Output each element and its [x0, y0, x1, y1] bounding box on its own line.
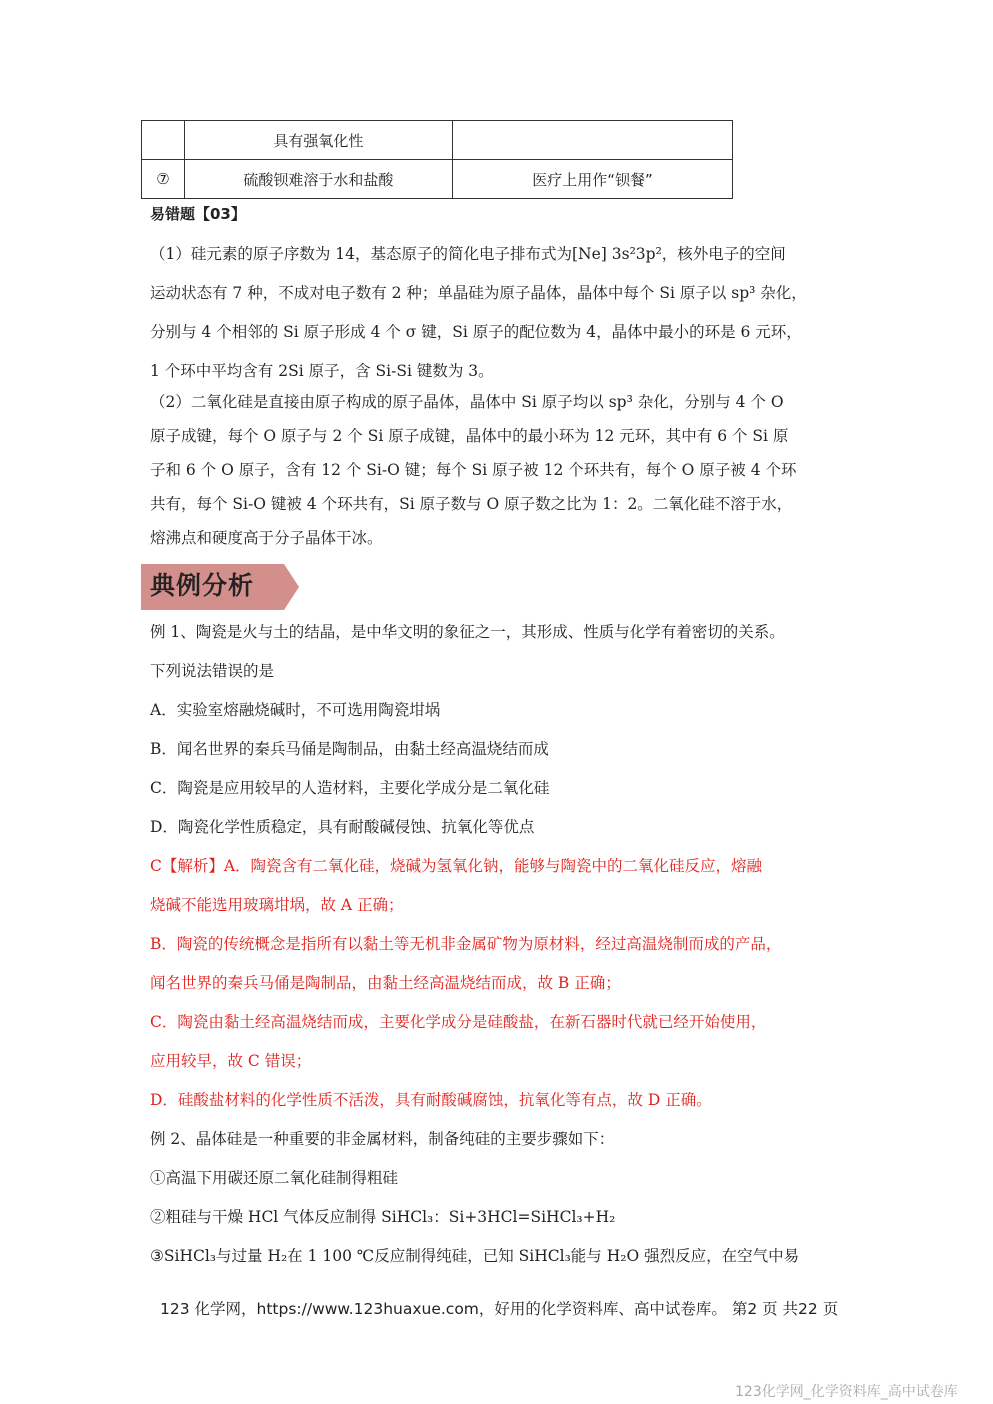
analysis-b-line2: 闻名世界的秦兵马俑是陶制品，由黏土经高温烧结而成，故 B 正确； — [150, 974, 621, 992]
row-number: ⑦ — [142, 160, 185, 199]
ex1-option-d: D．陶瓷化学性质稳定，具有耐酸碱侵蚀、抗氧化等优点 — [150, 818, 535, 836]
point1-line2: 运动状态有 7 种，不成对电子数有 2 种；单晶硅为原子晶体，晶体中每个 Si 原子以 sp³ 杂化， — [150, 284, 807, 302]
point1-line4: 1 个环中平均含有 2Si 原子，含 Si-Si 键数为 3。 — [150, 362, 494, 380]
point2-line4: 共有，每个 Si-O 键被 4 个环共有，Si 原子数与 O 原子数之比为 1：2。二氧化硅不溶于水， — [150, 495, 793, 513]
analysis-a-line1: C【解析】A．陶瓷含有二氧化硅，烧碱为氢氧化钠，能够与陶瓷中的二氧化硅反应，熔融 — [150, 857, 763, 875]
ex1-stem-line2: 下列说法错误的是 — [150, 662, 275, 680]
properties-table — [141, 120, 733, 199]
page-footer: 123 化学网，https://www.123huaxue.com，好用的化学资料库、高中试卷库。 第2 页 共22 页 — [160, 1300, 839, 1318]
ex2-step2: ②粗硅与干燥 HCl 气体反应制得 SiHCl₃：Si+3HCl=SiHCl₃+H₂ — [150, 1208, 616, 1226]
use-cell — [452, 121, 732, 160]
analysis-c-line2: 应用较早，故 C 错误； — [150, 1052, 312, 1070]
use-cell: 医疗上用作“钡餐” — [452, 160, 732, 199]
ex1-stem-line1: 例 1、陶瓷是火与土的结晶，是中华文明的象征之一，其形成、性质与化学有着密切的关系。 — [150, 623, 785, 641]
analysis-b-line1: B．陶瓷的传统概念是指所有以黏土等无机非金属矿物为原材料，经过高温烧制而成的产品， — [150, 935, 782, 953]
analysis-d-line1: D．硅酸盐材料的化学性质不活泼，具有耐酸碱腐蚀，抗氧化等有点，故 D 正确。 — [150, 1091, 712, 1109]
point2-line5: 熔沸点和硬度高于分子晶体干冰。 — [150, 529, 383, 547]
ex2-stem: 例 2、晶体硅是一种重要的非金属材料，制备纯硅的主要步骤如下： — [150, 1130, 615, 1148]
analysis-c-line1: C．陶瓷由黏土经高温烧结而成，主要化学成分是硅酸盐，在新石器时代就已经开始使用， — [150, 1013, 767, 1031]
point1-line1: （1）硅元素的原子序数为 14，基态原子的简化电子排布式为[Ne] 3s²3p²，核外电子的空间 — [150, 245, 786, 263]
point2-line1: （2）二氧化硅是直接由原子构成的原子晶体，晶体中 Si 原子均以 sp³ 杂化，分别与 4 个 O — [150, 393, 784, 411]
property-cell: 硫酸钡难溶于水和盐酸 — [184, 160, 452, 199]
ex1-option-c: C．陶瓷是应用较早的人造材料，主要化学成分是二氧化硅 — [150, 779, 550, 797]
ex2-step1: ①高温下用碳还原二氧化硅制得粗硅 — [150, 1169, 399, 1187]
table-row — [142, 160, 733, 199]
ex2-step3: ③SiHCl₃与过量 H₂在 1 100 ℃反应制得纯硅，已知 SiHCl₃能与 H₂O 强烈反应，在空气中易 — [150, 1247, 800, 1265]
analysis-a-line2: 烧碱不能选用玻璃坩埚，故 A 正确； — [150, 896, 404, 914]
point2-line2: 原子成键，每个 O 原子与 2 个 Si 原子成键，晶体中的最小环为 12 元环，其中有 6 个 Si 原 — [150, 427, 789, 445]
point2-line3: 子和 6 个 O 原子，含有 12 个 Si-O 键；每个 Si 原子被 12 个环共有，每个 O 原子被 4 个环 — [150, 461, 797, 479]
table-row — [142, 121, 733, 160]
property-cell: 具有强氧化性 — [184, 121, 452, 160]
ex1-option-a: A．实验室熔融烧碱时，不可选用陶瓷坩埚 — [150, 701, 441, 719]
row-number — [142, 121, 185, 160]
banner-title: 典例分析 — [150, 571, 255, 600]
point1-line3: 分别与 4 个相邻的 Si 原子形成 4 个 σ 键，Si 原子的配位数为 4，晶体中最小的环是 6 元环， — [150, 323, 802, 341]
watermark: 123化学网_化学资料库_高中试卷库 — [735, 1384, 958, 1400]
section-label: 易错题【03】 — [150, 205, 246, 223]
ex1-option-b: B．闻名世界的秦兵马俑是陶制品，由黏土经高温烧结而成 — [150, 740, 549, 758]
